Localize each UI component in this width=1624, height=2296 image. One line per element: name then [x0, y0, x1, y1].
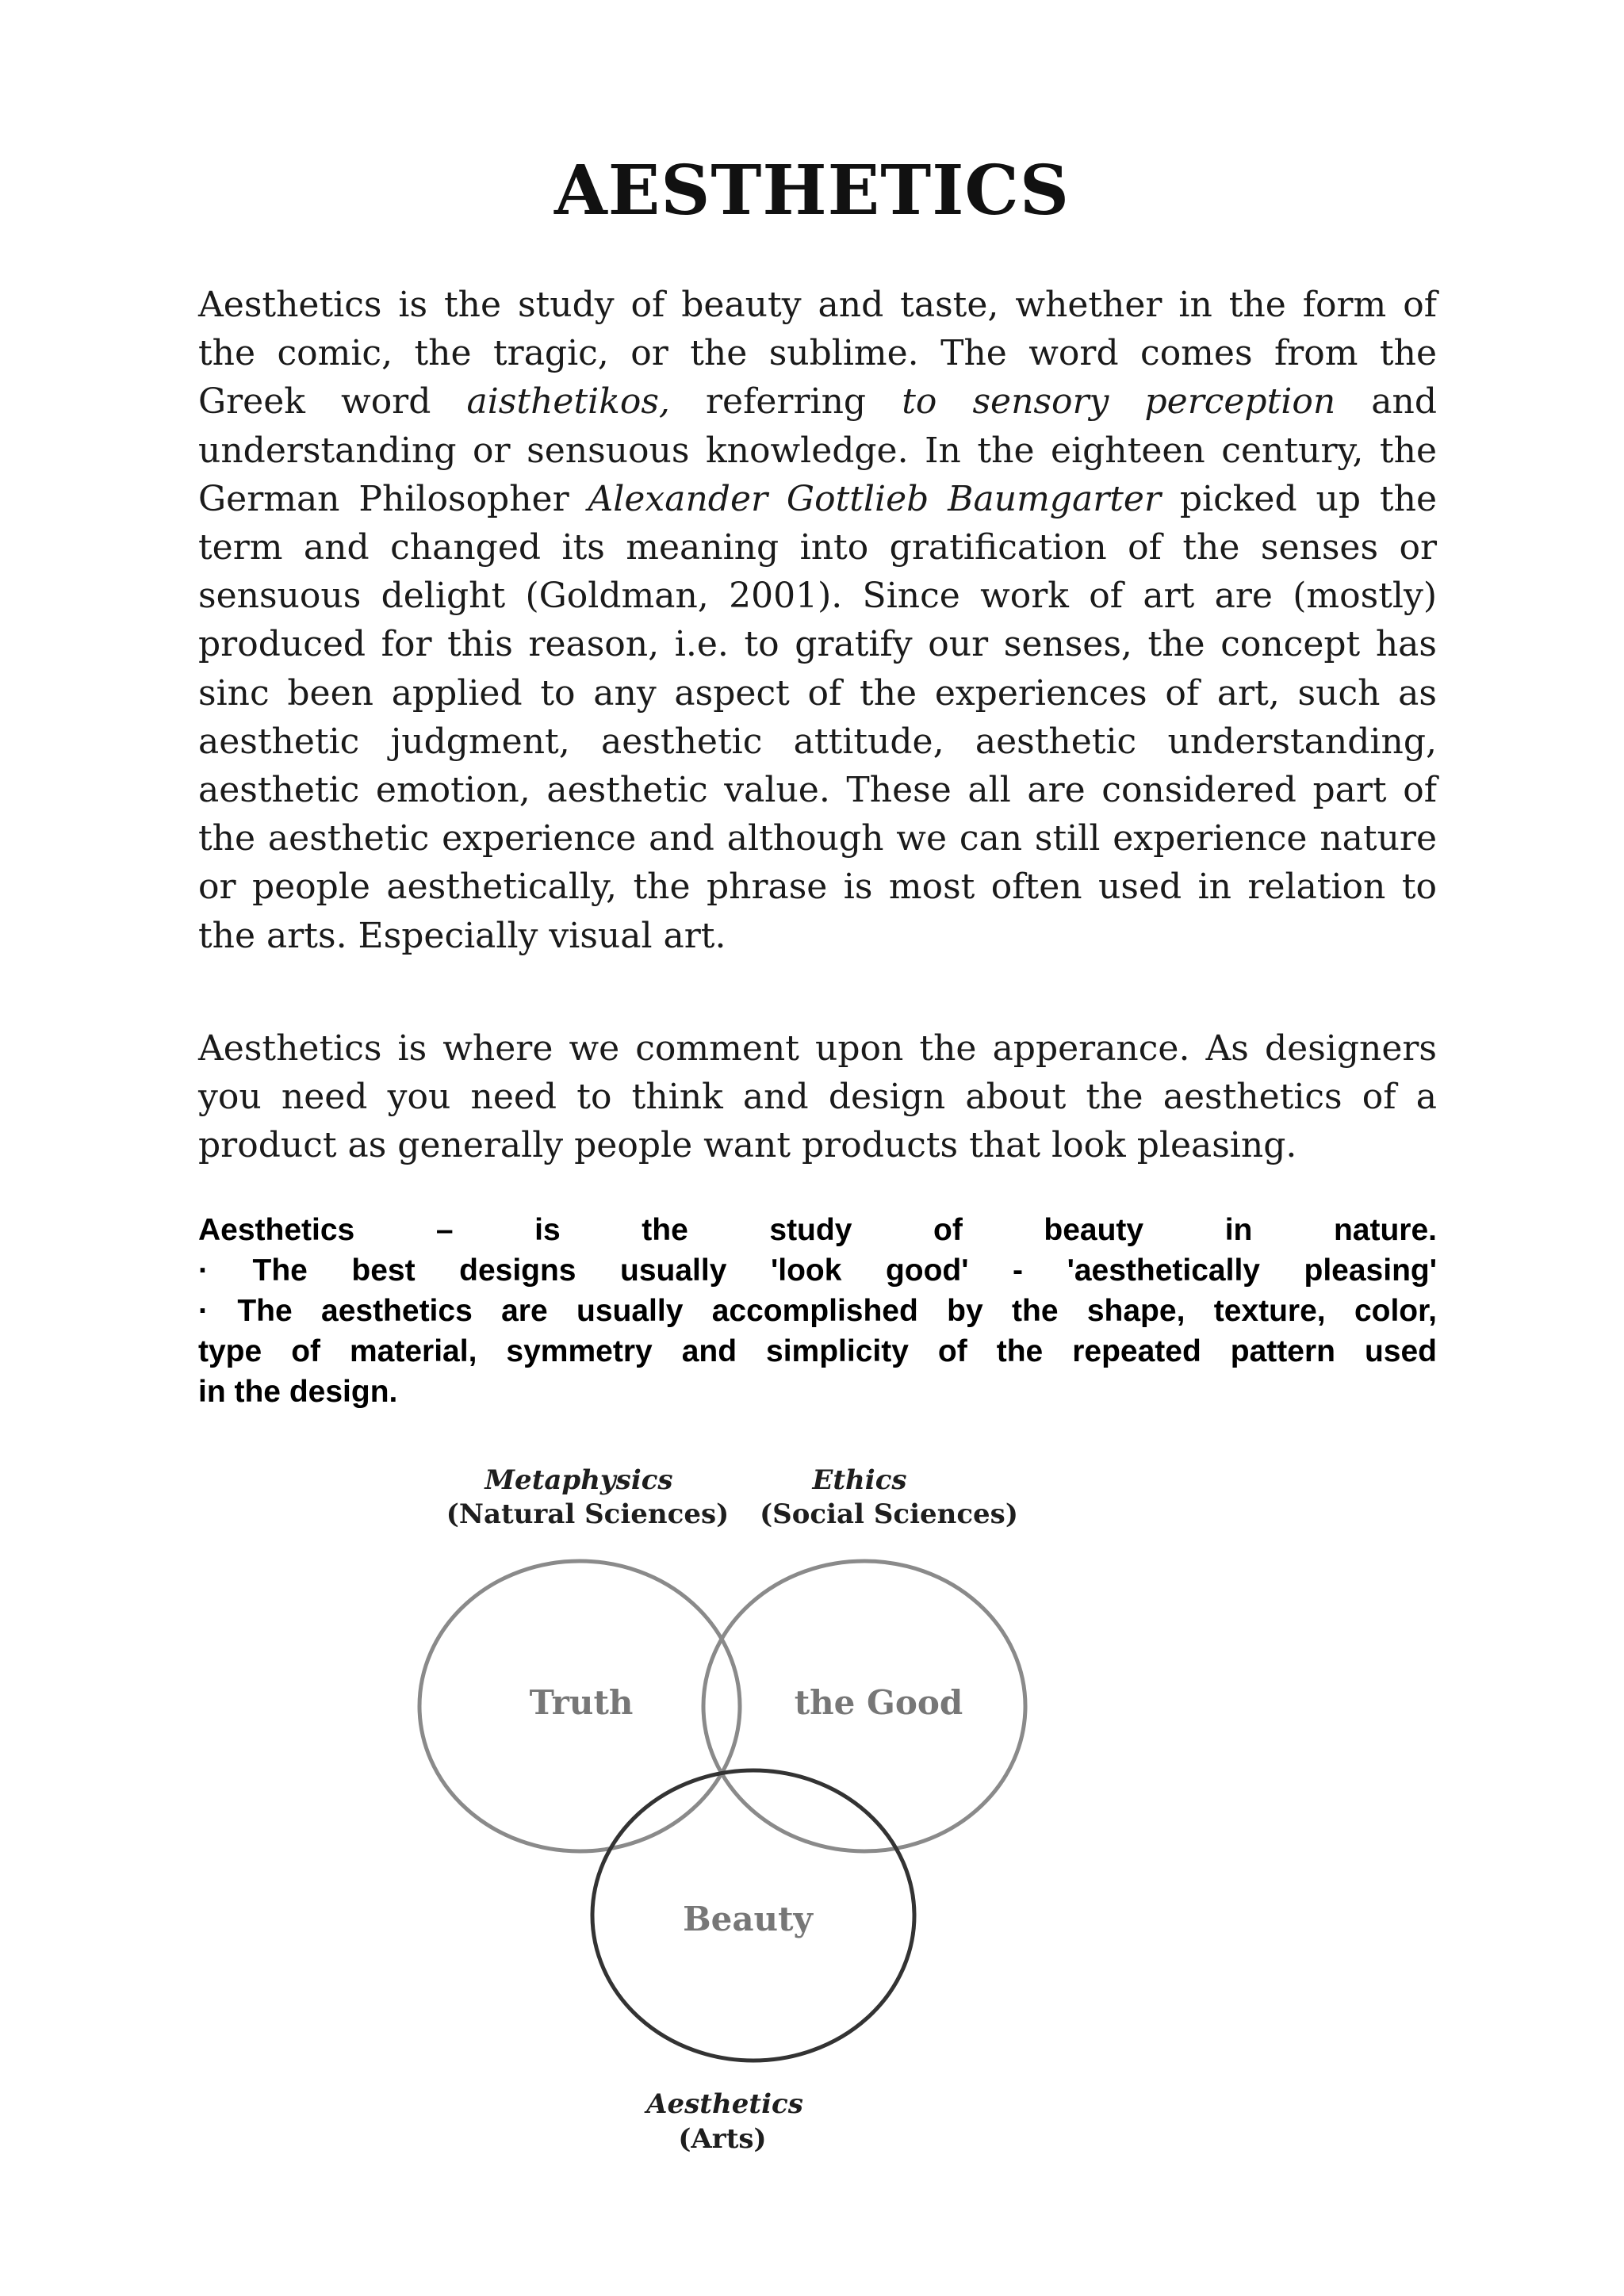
intro-text-1: Aesthetics is the study of beauty and taste, whether in the form of the comic, the tragic, or the sublime. The word comes from the Greek word [198, 285, 1437, 423]
term-sensory-perception: to sensory perception [902, 381, 1336, 423]
bullet-line-accomplished-2: type of material, symmetry and simplicity of the repeated pattern used [198, 1334, 1437, 1368]
design-paragraph: Aesthetics is where we comment upon the apperance. As designers you need you need to think and design about the aesthetics of a product as generally people want products that look pleasing. [198, 1028, 1437, 1166]
social-sciences-label: (Social Sciences) [760, 1498, 1018, 1530]
term-aisthetikos: aisthetikos, [466, 381, 670, 423]
intro-text-3: and understanding or sensuous knowledge. In the eighteen century, the German Philosopher [198, 381, 1438, 519]
beauty-label: Beauty [683, 1900, 813, 1938]
intro-text-4: picked up the term and changed its meaning into gratification of the senses or sensuous delight (Goldman, 2001). Since work of art are (mostly) produced for this reason, i.e. to gratify our senses, the concept has sinc been applied to any aspect of the experiences of art, such as aesthetic judgment, aesthetic attitude, aesthetic understanding, aesthetic emotion, aesthetic value. These all are considered part of the aesthetic experience and although we can still experience nature or people aesthetically, the phrase is most often used in relation to the arts. Especially visual art. [198, 478, 1437, 956]
definition-line: Aesthetics – is the study of beauty in nature. [198, 1213, 1437, 1247]
page-title: AESTHETICS [554, 151, 1070, 231]
bullet-line-accomplished-1: · The aesthetics are usually accomplished by the shape, texture, color, [198, 1294, 1437, 1328]
natural-sciences-label: (Natural Sciences) [446, 1498, 730, 1530]
good-label: the Good [794, 1683, 963, 1722]
truth-label: Truth [529, 1683, 634, 1722]
metaphysics-label: Metaphysics [485, 1464, 673, 1496]
intro-text-2: referring [669, 381, 902, 423]
philosopher-name: Alexander Gottlieb Baumgarter [588, 478, 1161, 519]
ethics-label: Ethics [812, 1464, 907, 1496]
aesthetics-label: Aesthetics [646, 2088, 803, 2120]
arts-label: (Arts) [678, 2123, 767, 2155]
bullet-line-accomplished-3: in the design. [198, 1375, 398, 1409]
bullet-line-good-designs: · The best designs usually 'look good' - 'aesthetically pleasing' [198, 1253, 1437, 1288]
